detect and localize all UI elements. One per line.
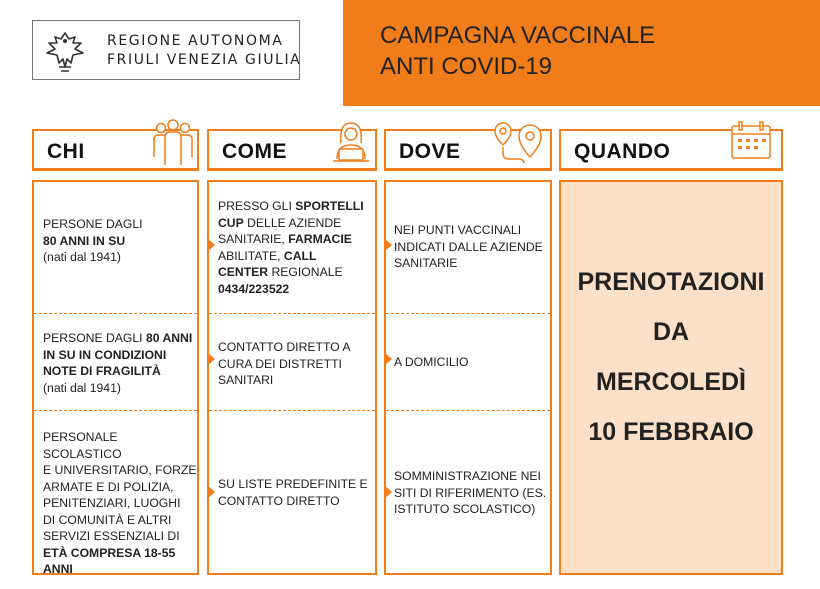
header-come bbox=[207, 129, 377, 171]
logo-line-2: FRIULI VENEZIA GIULIA bbox=[107, 52, 302, 68]
row-divider bbox=[34, 410, 197, 411]
header-come-label: COME bbox=[222, 140, 287, 163]
arrow-right-icon bbox=[384, 352, 392, 366]
chi-r2-line3: NOTE DI FRAGILITÀ bbox=[43, 364, 161, 378]
header-chi-label: CHI bbox=[47, 140, 85, 163]
dove-r1-line2: INDICATI DALLE AZIENDE bbox=[394, 239, 543, 254]
come-r3-line2: CONTATTO DIRETTO bbox=[218, 493, 340, 508]
campaign-banner bbox=[343, 0, 820, 106]
come-r2-line3: SANITARI bbox=[218, 373, 274, 387]
arrow-right-icon bbox=[207, 485, 215, 499]
banner-title-line-2: ANTI COVID-19 bbox=[380, 53, 553, 80]
row-divider bbox=[209, 313, 375, 314]
chi-r3-line5: DI COMUNITÀ E ALTRI bbox=[43, 512, 172, 527]
arrow-right-icon bbox=[207, 352, 215, 366]
chi-r3-line8: ANNI bbox=[43, 562, 73, 576]
come-r1-d: DELLE AZIENDE bbox=[243, 215, 342, 230]
come-r2-line2: CURA DEI DISTRETTI bbox=[218, 356, 342, 371]
row-divider bbox=[34, 313, 197, 314]
header-dove-label: DOVE bbox=[399, 140, 461, 163]
chi-r3-line3: ARMATE E DI POLIZIA, bbox=[43, 479, 174, 494]
arrow-right-icon bbox=[207, 238, 215, 252]
dove-r3-line1: SOMMINISTRAZIONE NEI bbox=[394, 469, 541, 483]
chi-r3-line4: PENITENZIARI, LUOGHI bbox=[43, 496, 181, 510]
dove-r3-line3: ISTITUTO SCOLASTICO) bbox=[394, 502, 536, 516]
chi-r2-line4: (nati dal 1941) bbox=[43, 380, 121, 395]
arrow-right-icon bbox=[384, 485, 392, 499]
chi-row-3 bbox=[43, 429, 197, 578]
come-row-2 bbox=[218, 339, 351, 389]
arrow-right-icon bbox=[384, 238, 392, 252]
chi-row-1 bbox=[43, 216, 143, 266]
come-r1-h: CALL bbox=[283, 248, 317, 263]
row-divider bbox=[209, 410, 375, 411]
dove-r1-line1: NEI PUNTI VACCINALI bbox=[394, 223, 522, 237]
banner-title-line-1: CAMPAGNA VACCINALE bbox=[380, 22, 656, 49]
come-row-1 bbox=[218, 198, 364, 297]
region-logo bbox=[32, 20, 300, 80]
quando-line-4: 10 FEBBRAIO bbox=[588, 418, 754, 446]
people-icon bbox=[151, 119, 195, 167]
header-chi bbox=[32, 129, 199, 171]
come-r1-c: CUP bbox=[218, 215, 244, 230]
come-r1-phone: 0434/223522 bbox=[218, 281, 290, 296]
dove-r2-line1: A DOMICILIO bbox=[394, 355, 469, 369]
come-r1-b: SPORTELLI bbox=[295, 199, 364, 213]
come-r3-line1: SU LISTE PREDEFINITE E bbox=[218, 477, 368, 491]
quando-line-2: DA bbox=[652, 318, 690, 346]
chi-row-2 bbox=[43, 330, 192, 396]
operator-laptop-icon bbox=[329, 119, 373, 163]
header-dove bbox=[384, 129, 552, 171]
chi-r1-line2: 80 ANNI IN SU bbox=[43, 233, 126, 248]
header-quando bbox=[559, 129, 783, 171]
chi-r2-line1-bold: 80 ANNI bbox=[145, 331, 193, 345]
dove-r1-line3: SANITARIE bbox=[394, 256, 458, 270]
come-r2-line1: CONTATTO DIRETTO A bbox=[218, 340, 351, 354]
dove-row-3 bbox=[394, 468, 546, 518]
come-r1-f: FARMACIE bbox=[288, 232, 352, 246]
dove-row-1 bbox=[394, 222, 543, 272]
chi-r2-line2: IN SU IN CONDIZIONI bbox=[43, 347, 167, 362]
come-row-3 bbox=[218, 476, 368, 509]
come-r1-j: REGIONALE bbox=[268, 265, 343, 279]
chi-r1-line1: PERSONE DAGLI bbox=[43, 217, 143, 231]
map-route-pin-icon bbox=[490, 119, 548, 167]
chi-r3-line2: E UNIVERSITARIO, FORZE bbox=[43, 463, 197, 477]
come-column bbox=[207, 180, 377, 575]
calendar-icon bbox=[729, 121, 773, 161]
dove-column bbox=[384, 180, 552, 575]
row-divider bbox=[386, 313, 550, 314]
quando-column bbox=[559, 180, 783, 575]
eagle-emblem-icon bbox=[41, 27, 89, 75]
chi-r1-line3: (nati dal 1941) bbox=[43, 250, 121, 264]
quando-line-3: MERCOLEDÌ bbox=[596, 368, 746, 396]
quando-line-1: PRENOTAZIONI bbox=[577, 268, 765, 296]
dove-r3-line2: SITI DI RIFERIMENTO (ES. bbox=[394, 485, 547, 500]
header-quando-label: QUANDO bbox=[574, 140, 671, 163]
come-r1-a: PRESSO GLI bbox=[218, 199, 296, 213]
chi-r2-line1: PERSONE DAGLI bbox=[43, 331, 146, 345]
come-r1-e: SANITARIE, bbox=[218, 232, 289, 246]
chi-r3-line7: ETÀ COMPRESA 18-55 bbox=[43, 545, 176, 560]
come-r1-g: ABILITATE, bbox=[218, 248, 284, 263]
come-r1-i: CENTER bbox=[218, 265, 269, 279]
row-divider bbox=[386, 410, 550, 411]
chi-column bbox=[32, 180, 199, 575]
logo-line-1: REGIONE AUTONOMA bbox=[107, 33, 284, 49]
dove-row-2 bbox=[394, 354, 469, 371]
chi-r3-line1: PERSONALE SCOLASTICO bbox=[43, 430, 122, 461]
chi-r3-line6: SERVIZI ESSENZIALI DI bbox=[43, 529, 180, 543]
